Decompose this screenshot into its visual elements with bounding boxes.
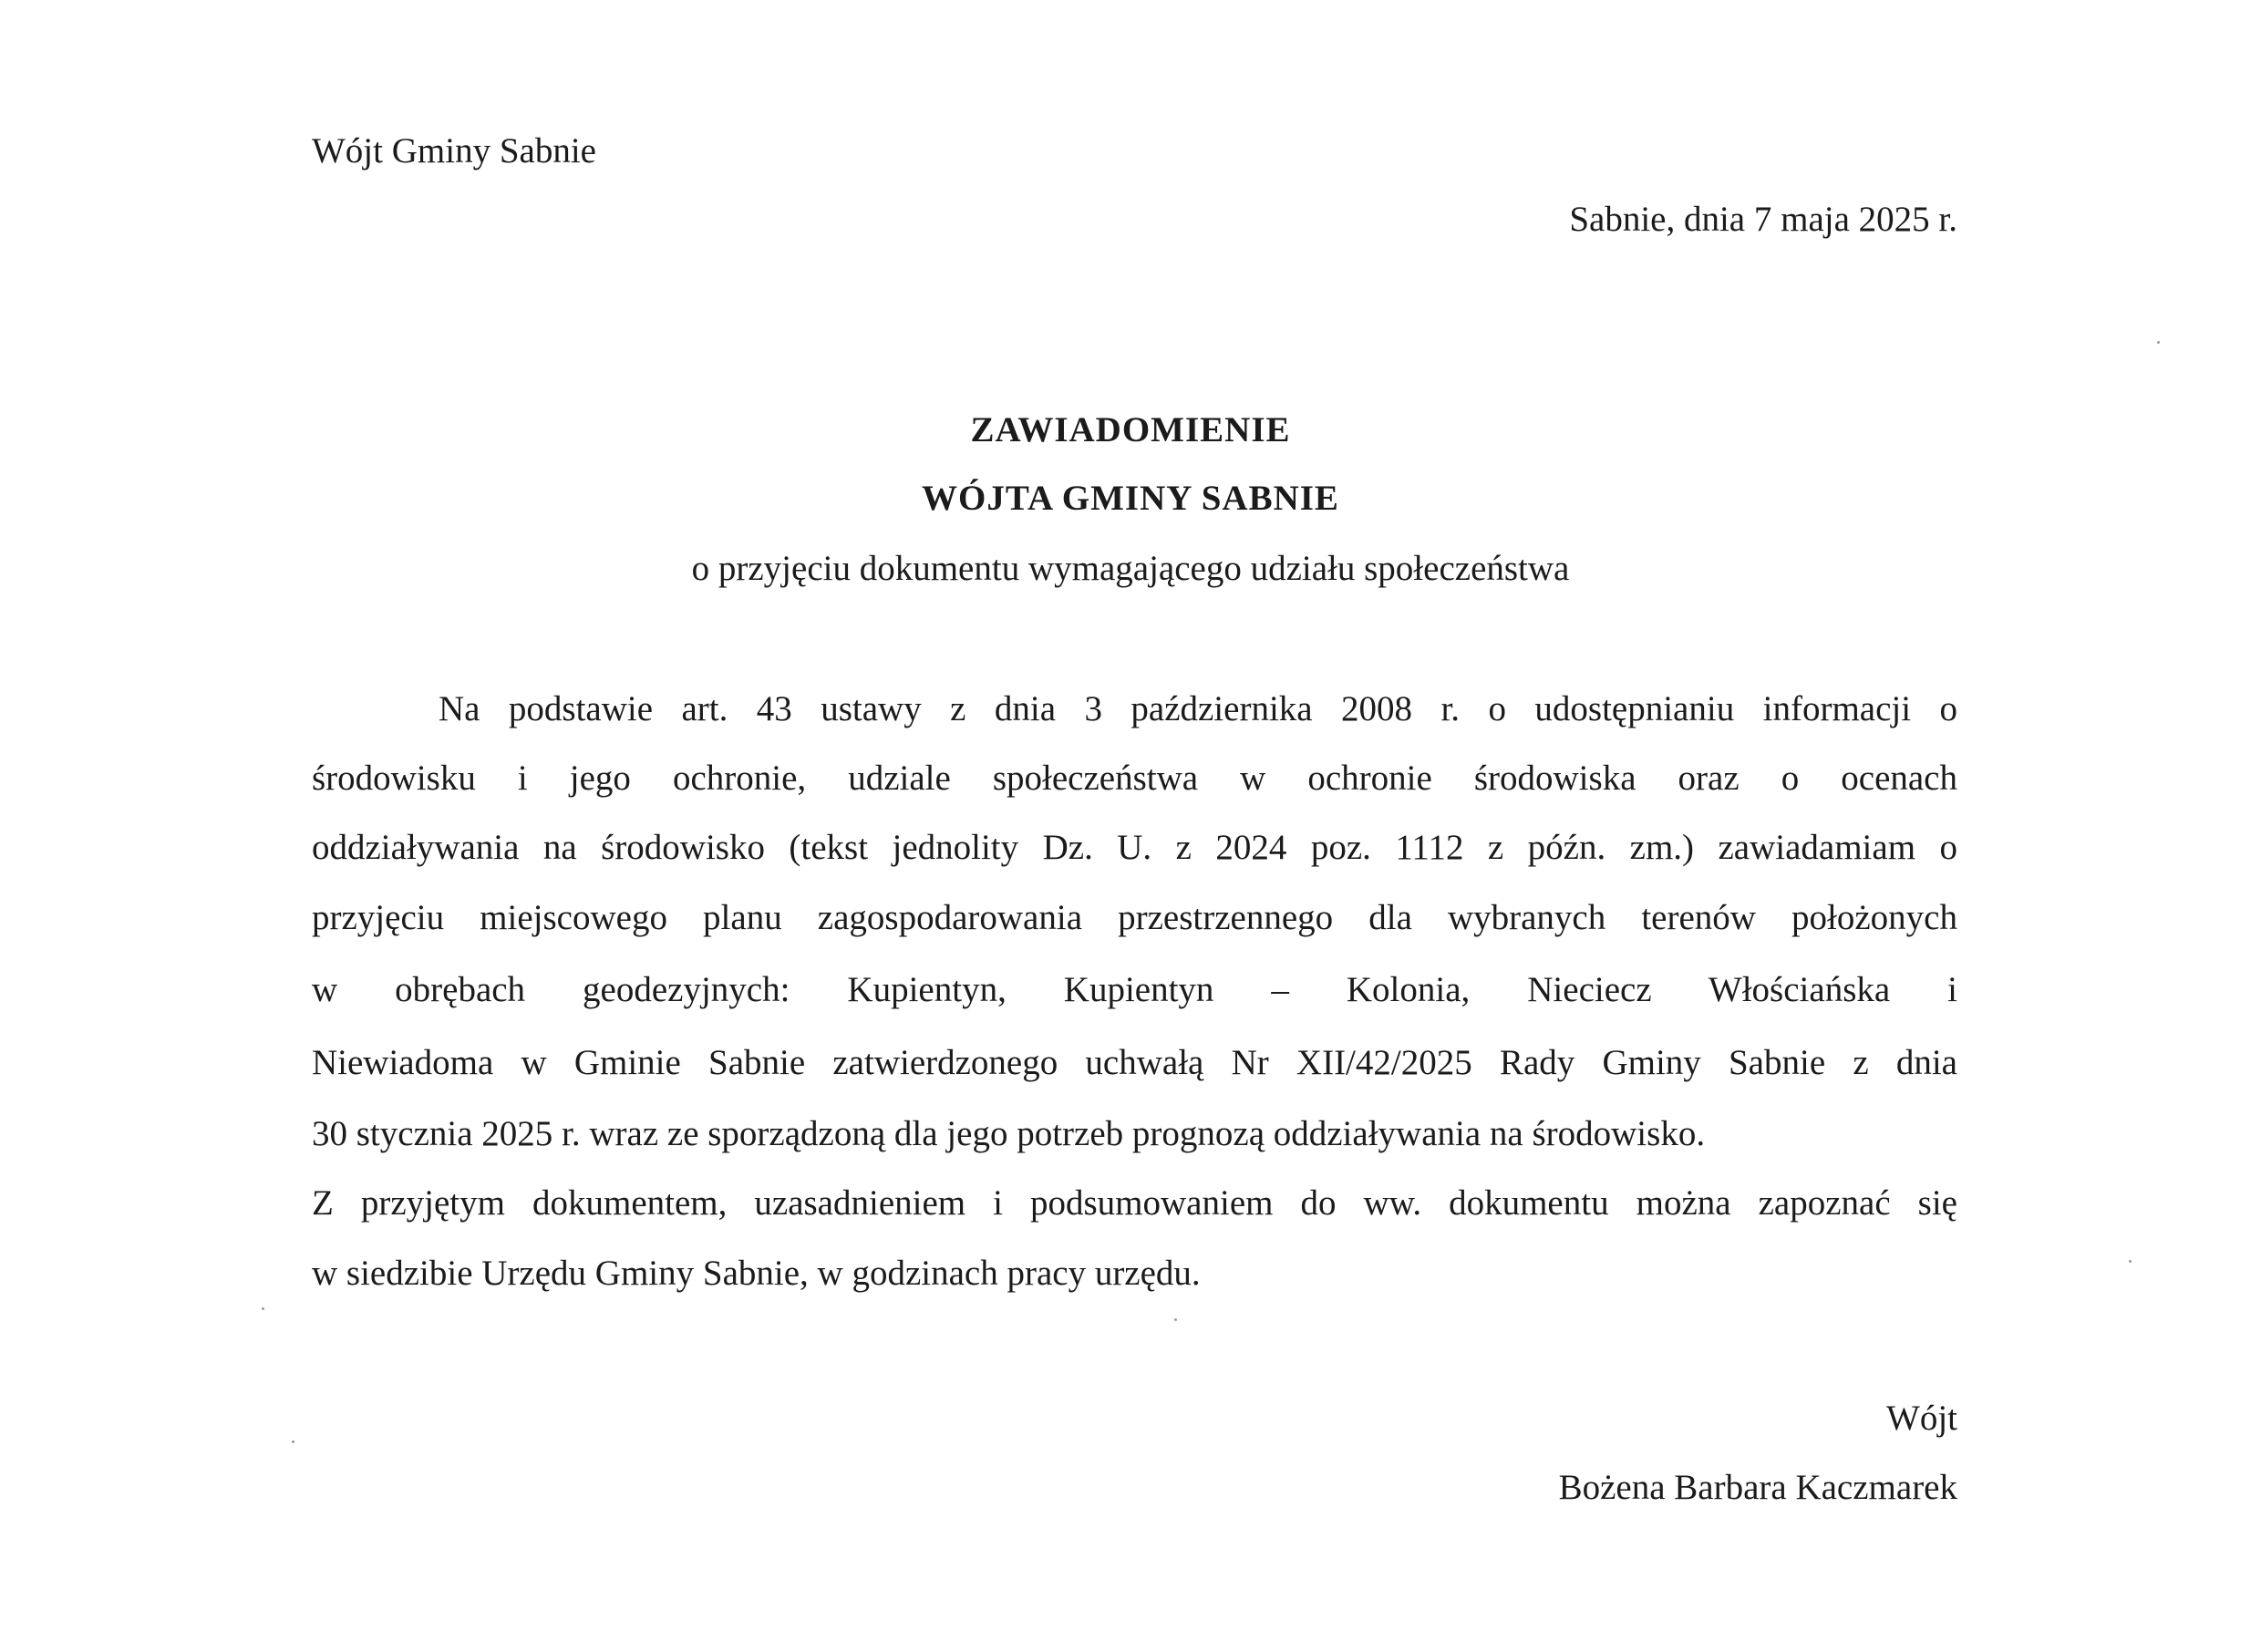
document-title: ZAWIADOMIENIE [970, 410, 1291, 449]
scan-speck [1174, 1318, 1177, 1321]
body-line: 30 stycznia 2025 r. wraz ze sporządzoną dla jego potrzeb prognozą oddziaływania na środowisko. [312, 1114, 1706, 1153]
scan-speck [2157, 341, 2160, 344]
signature-name: Bożena Barbara Kaczmarek [1558, 1468, 1957, 1507]
body-line: oddziaływania na środowisko (tekst jednolity Dz. U. z 2024 poz. 1112 z późn. zm.) zawiadamiam o [312, 828, 1957, 867]
sender-name: Wójt Gminy Sabnie [312, 131, 596, 170]
signature-title: Wójt [1886, 1399, 1957, 1438]
body-line: w obrębach geodezyjnych: Kupientyn, Kupientyn – Kolonia, Nieciecz Włościańska i [312, 970, 1957, 1009]
body-line: Z przyjętym dokumentem, uzasadnieniem i podsumowaniem do ww. dokumentu można zapoznać się [312, 1183, 1957, 1223]
scan-speck [292, 1440, 294, 1443]
body-line: Niewiadoma w Gminie Sabnie zatwierdzonego uchwałą Nr XII/42/2025 Rady Gminy Sabnie z dnia [312, 1043, 1957, 1082]
body-line: środowisku i jego ochronie, udziale społeczeństwa w ochronie środowiska oraz o ocenach [312, 759, 1957, 798]
scan-speck [262, 1307, 264, 1310]
document-subject: o przyjęciu dokumentu wymagającego udziału społeczeństwa [691, 549, 1570, 588]
scan-speck [2129, 1260, 2132, 1263]
body-line: w siedzibie Urzędu Gminy Sabnie, w godzinach pracy urzędu. [312, 1254, 1201, 1293]
document-issuer: WÓJTA GMINY SABNIE [922, 479, 1339, 518]
body-line: przyjęciu miejscowego planu zagospodarowania przestrzennego dla wybranych terenów położonych [312, 898, 1957, 937]
body-line: Na podstawie art. 43 ustawy z dnia 3 października 2008 r. o udostępnianiu informacji o [439, 689, 1957, 728]
date-line: Sabnie, dnia 7 maja 2025 r. [1569, 200, 1957, 239]
